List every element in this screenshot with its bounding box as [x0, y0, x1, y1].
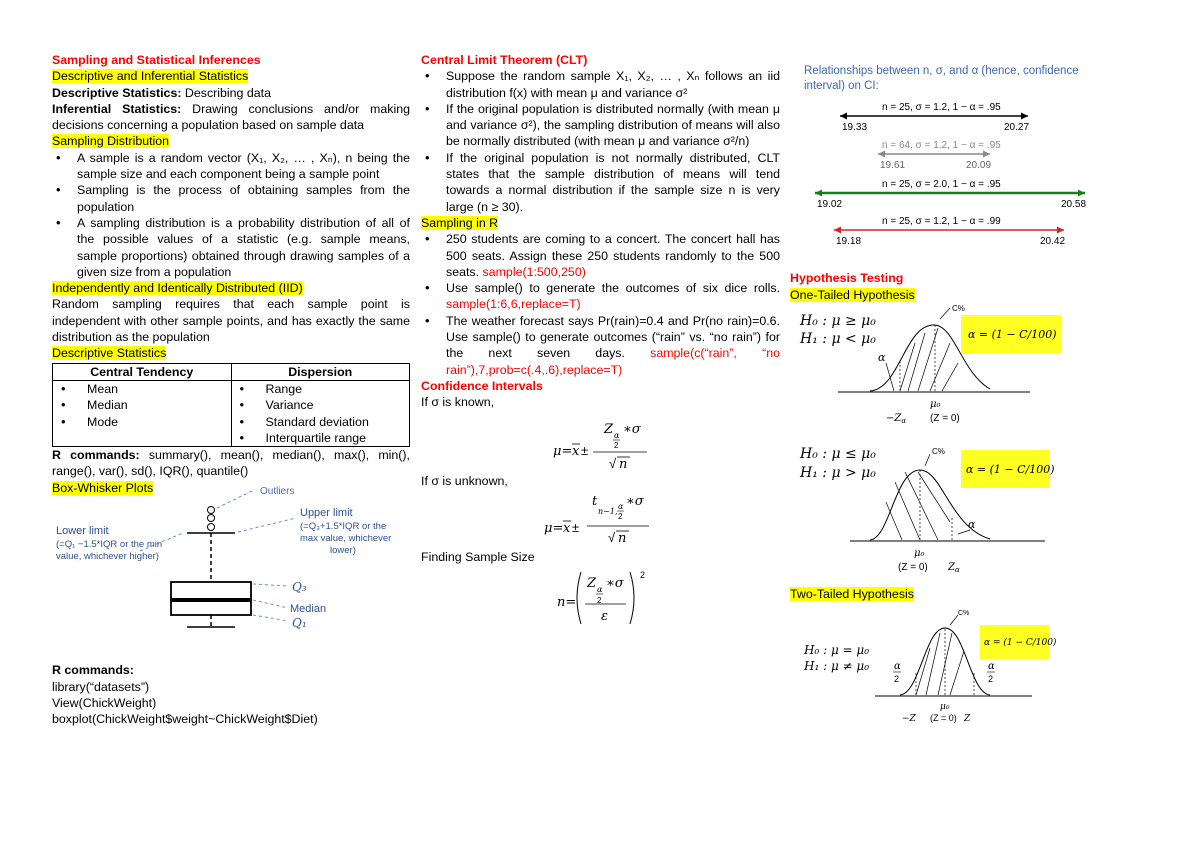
svg-text:−Zα: $-Z_\alpha$ — [886, 412, 907, 425]
svg-text:√: √ — [608, 530, 616, 546]
svg-text:n: n — [619, 456, 628, 472]
svg-text:μ₀: μ₀ — [930, 398, 941, 410]
two-tailed-diagram — [790, 603, 1150, 738]
one-tailed-upper-diagram — [790, 442, 1150, 582]
svg-text:∗σ: ∗σ — [623, 421, 641, 437]
formula-sigma-known — [421, 411, 780, 472]
r-code: sample(1:500,250) — [482, 264, 586, 279]
heading-sampling-distribution: Sampling Distribution — [52, 134, 170, 149]
svg-text:2: 2 — [640, 569, 646, 580]
svg-text:n−1,: n−1, — [598, 507, 618, 517]
sampling-r-bullets — [421, 231, 780, 378]
svg-text:α: α — [618, 502, 624, 512]
table-cell-iqr: • Interquartile range — [236, 430, 410, 446]
svg-text:H₁ : μ > μ₀: H₁ : μ > μ₀ — [800, 465, 876, 482]
ci-bar-low-value: 19.33 — [842, 122, 868, 133]
r-code: sample(1:6,6,replace=T) — [446, 297, 581, 312]
heading-boxplot: Box-Whisker Plots — [52, 480, 154, 495]
iid-text: Random sampling requires that each sample point is independent with other sample points, and has exactly the same distribution as the population — [52, 297, 410, 345]
r-commands-summary: R commands: summary(), mean(), median(), max(), min(), range(), var(), sd(), IQR(), quantile() — [52, 448, 410, 479]
c-percent-label: C% — [952, 303, 965, 313]
table-cell-sd: • Standard deviation — [236, 414, 410, 430]
svg-text:H₀ : μ ≥ μ₀: H₀ : μ ≥ μ₀ — [800, 312, 876, 329]
q3-label: Q₃ — [292, 580, 307, 595]
svg-text:H₁ : μ ≠ μ₀: H₁ : μ ≠ μ₀ — [804, 658, 870, 673]
table-cell-range: • Range — [236, 381, 410, 397]
svg-text:(Z = 0): (Z = 0) — [930, 712, 957, 723]
svg-text:ε: ε — [601, 608, 608, 624]
list-item: • If the original population is distributed normally (with mean μ and variance σ²), the sampling distribution of means will also be normally distributed (with mean μ and variance σ²/n) — [421, 101, 780, 150]
outlier-dot — [208, 515, 215, 522]
ci-chart-title: Relationships between n, σ, and α (hence, confidence — [804, 65, 1079, 77]
upper-limit-note: lower) — [330, 545, 356, 557]
ci-relationship-chart — [790, 52, 1150, 252]
svg-text:Z: Z — [964, 713, 971, 724]
ci-bar-high-value: 20.58 — [1061, 199, 1087, 210]
sigma-unknown-text: If σ is unknown, — [421, 473, 508, 488]
ci-bar-low-value: 19.02 — [817, 199, 843, 210]
list-item: • 250 students are coming to a concert. The concert hall has 500 seats. Assign these 250 students randomly to the 500 seats. sample(1:500,250) — [421, 231, 780, 280]
svg-text:2: 2 — [894, 673, 900, 684]
heading-desc-inf: Descriptive and Inferential Statistics — [52, 69, 249, 84]
clt-bullets — [421, 68, 780, 215]
svg-text:H₁ : μ < μ₀: H₁ : μ < μ₀ — [800, 330, 876, 347]
outliers-label: Outliers — [260, 486, 295, 498]
svg-text:2: 2 — [988, 673, 994, 684]
section-title-hypothesis: Hypothesis Testing — [790, 271, 904, 286]
sample-size-text: Finding Sample Size — [421, 550, 535, 565]
svg-text:2: 2 — [618, 512, 623, 522]
column-middle — [421, 52, 780, 632]
r-code: sample(c(“rain”, “no rain”),7,prob=c(.4,.6),replace=T) — [446, 346, 780, 377]
ci-bar-arrowhead — [1021, 113, 1028, 120]
ci-bar-arrowhead — [815, 190, 822, 197]
section-title-sampling: Sampling and Statistical Inferences — [52, 53, 261, 67]
c-percent-label: C% — [932, 447, 945, 457]
heading-one-tailed: One-Tailed Hypothesis — [790, 287, 915, 302]
svg-text:μ=: μ= — [553, 443, 573, 459]
list-item: • Sampling is the process of obtaining samples from the population — [52, 182, 410, 215]
lower-limit-note: (=Q₁ −1.5*IQR or the min — [56, 539, 163, 551]
sampling-bullets — [52, 150, 410, 280]
ci-bar-low-value: 19.18 — [836, 236, 862, 247]
svg-text:x: x — [563, 521, 571, 537]
r-line: View(ChickWeight) — [52, 695, 157, 710]
heading-descriptive-stats: Descriptive Statistics — [52, 346, 167, 361]
column-right — [790, 52, 1150, 742]
table-cell-mean: • Mean — [57, 381, 231, 397]
svg-text:x: x — [572, 443, 580, 459]
table-header-dispersion: Dispersion — [231, 363, 410, 380]
svg-text:−Z: −Z — [902, 713, 916, 724]
formula-sample-size — [421, 566, 780, 628]
ci-bar-high-value: 20.27 — [1004, 122, 1030, 133]
svg-text:H₀ : μ ≤ μ₀: H₀ : μ ≤ μ₀ — [800, 446, 876, 463]
inf-stats-def: Inferential Statistics: Drawing conclusions and/or making decisions concerning a population based on sample data — [52, 101, 410, 133]
ci-bar-arrowhead — [1078, 190, 1085, 197]
heading-iid: Independently and Identically Distributed (IID) — [52, 281, 303, 296]
svg-text:2: 2 — [614, 440, 619, 450]
svg-text:n: n — [618, 531, 627, 547]
list-item: • Use sample() to generate the outcomes of six dice rolls. sample(1:6,6,replace=T) — [421, 280, 780, 313]
svg-text:μ₀: μ₀ — [914, 548, 925, 560]
list-item: • Suppose the random sample X₁, X₂, … , Xₙ follows an iid distribution f(x) with mean μ and variance σ² — [421, 68, 780, 101]
r-line: library(“datasets”) — [52, 679, 150, 694]
svg-text:α = (1 − C/100): α = (1 − C/100) — [984, 637, 1057, 648]
svg-text:α: α — [988, 660, 995, 672]
svg-text:α: α — [894, 660, 901, 672]
ci-bar-low-value: 19.61 — [880, 160, 906, 171]
lower-limit-note: value, whichever higher) — [56, 551, 159, 563]
list-item: • The weather forecast says Pr(rain)=0.4 and Pr(no rain)=0.6. Use sample() to generate outcomes (“rain” vs. “no rain”) for the next seven days. sample(c(“rain”, “no rain”),7,prob=c(.4,.6),replace=T) — [421, 313, 780, 378]
ci-bar-arrowhead — [840, 113, 847, 120]
one-tailed-lower-diagram — [790, 303, 1150, 438]
table-cell-variance: • Variance — [236, 397, 410, 413]
q1-label: Q₁ — [292, 616, 307, 631]
upper-limit-note: (=Q₃+1.5*IQR or the — [300, 521, 387, 533]
section-title-clt: Central Limit Theorem (CLT) — [421, 53, 588, 67]
svg-text:(Z = 0): (Z = 0) — [930, 412, 960, 424]
list-item: • If the original population is not normally distributed, CLT states that the sample distribution of means will tend towards a normal distribution if the sample size n is very large (n ≥ 30). — [421, 150, 780, 215]
table-header-central: Central Tendency — [53, 363, 232, 380]
svg-text:Z: Z — [604, 421, 614, 437]
svg-text:H₀ : μ = μ₀: H₀ : μ = μ₀ — [804, 642, 870, 657]
outlier-dot — [208, 507, 215, 514]
svg-text:μ=: μ= — [544, 521, 564, 537]
svg-text:√: √ — [609, 455, 617, 471]
desc-stats-def: Descriptive Statistics: Describing data — [52, 85, 272, 100]
upper-limit-label: Upper limit — [300, 507, 353, 520]
svg-text:2: 2 — [597, 595, 602, 605]
upper-limit-note: max value, whichever — [300, 533, 392, 545]
descriptive-stats-table — [52, 363, 410, 447]
r-line: boxplot(ChickWeight$weight~ChickWeight$Diet) — [52, 712, 318, 727]
sigma-known-text: If σ is known, — [421, 395, 495, 410]
ci-bar-label: n = 64, σ = 1.2, 1 − α = .95 — [882, 140, 1001, 151]
table-cell-median: • Median — [57, 397, 231, 413]
alpha-label: α — [968, 518, 976, 532]
alpha-label: α — [878, 350, 886, 364]
outlier-dot — [208, 524, 215, 531]
ci-bar-label: n = 25, σ = 2.0, 1 − α = .95 — [882, 179, 1001, 190]
ci-chart-title: interval) on CI: — [804, 80, 879, 92]
svg-text:α = (1 − C/100): α = (1 − C/100) — [968, 327, 1057, 341]
svg-text:∗σ: ∗σ — [606, 575, 624, 591]
ci-bar-arrowhead — [878, 151, 885, 158]
ci-bar-label: n = 25, σ = 1.2, 1 − α = .99 — [882, 216, 1001, 227]
list-item: • A sample is a random vector (X₁, X₂, … , Xₙ), n being the sample size and each component being a sample point — [52, 150, 410, 183]
ci-bar-arrowhead — [983, 151, 990, 158]
svg-text:α: α — [614, 430, 620, 440]
lower-limit-label: Lower limit — [56, 525, 109, 538]
svg-text:Zα: $Z_\alpha$ — [948, 562, 960, 575]
list-item: • A sampling distribution is a probability distribution of all of the possible values of a statistic (e.g. sample means, sample proportions) obtained through drawing samples of a given size from a population — [52, 215, 410, 280]
svg-text:t: t — [592, 494, 598, 510]
ci-bar-arrowhead — [1057, 227, 1064, 234]
svg-text:(Z = 0): (Z = 0) — [898, 562, 928, 574]
column-left — [52, 52, 410, 728]
heading-sampling-in-r: Sampling in R — [421, 215, 499, 230]
svg-text:±: ± — [581, 442, 589, 458]
formula-sigma-unknown — [421, 489, 780, 545]
svg-text:μ₀: μ₀ — [940, 701, 950, 712]
ci-bar-label: n = 25, σ = 1.2, 1 − α = .95 — [882, 102, 1001, 113]
svg-text:α: α — [597, 584, 603, 594]
svg-text:∗σ: ∗σ — [626, 494, 644, 510]
c-percent-label: C% — [958, 609, 970, 617]
svg-text:n=: n= — [557, 594, 577, 610]
svg-text:α = (1 − C/100): α = (1 − C/100) — [966, 463, 1055, 477]
ci-bar-arrowhead — [834, 227, 841, 234]
r-commands-heading: R commands: — [52, 663, 134, 678]
table-cell-mode: • Mode — [57, 414, 231, 430]
median-label: Median — [290, 603, 327, 616]
ci-bar-high-value: 20.42 — [1040, 236, 1066, 247]
svg-text:±: ± — [572, 520, 580, 536]
section-title-ci: Confidence Intervals — [421, 378, 543, 393]
ci-bar-high-value: 20.09 — [966, 160, 992, 171]
heading-two-tailed: Two-Tailed Hypothesis — [790, 587, 914, 602]
svg-text:Z: Z — [587, 575, 597, 591]
